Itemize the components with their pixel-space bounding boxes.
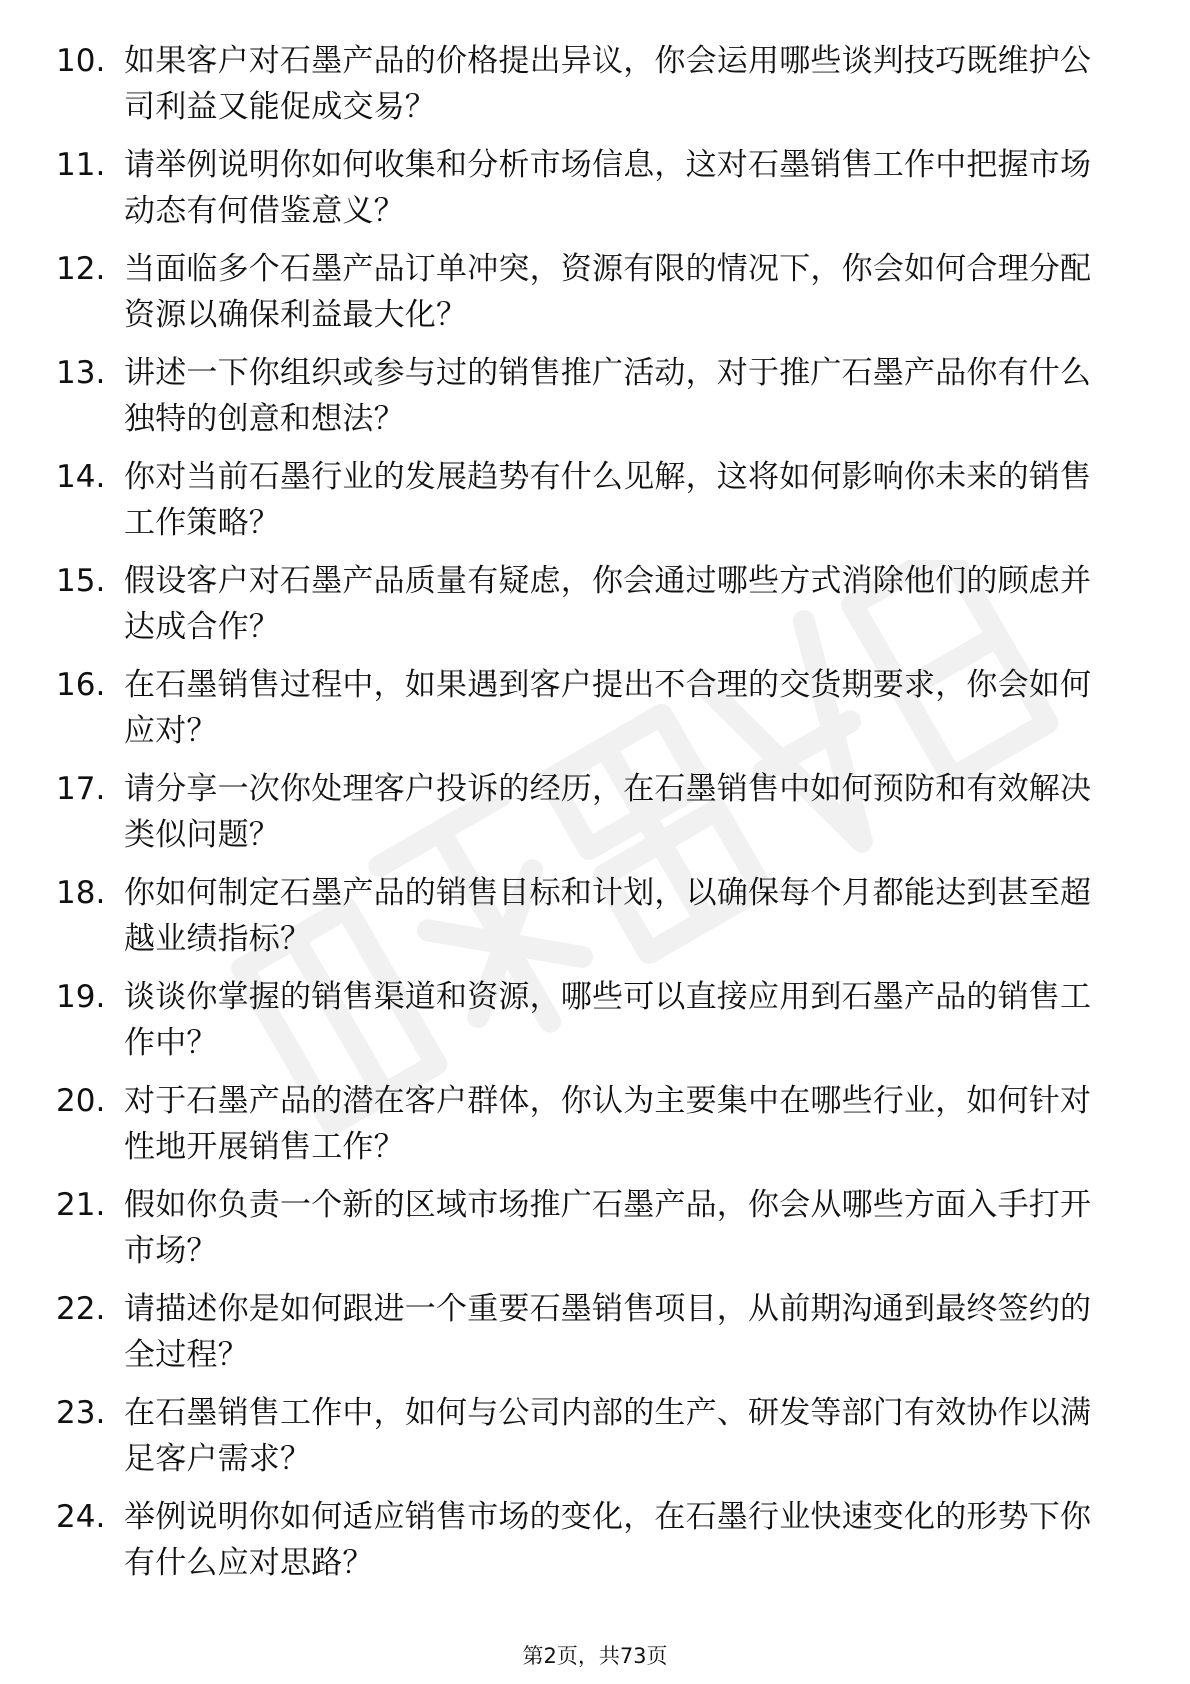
- question-list: [56, 38, 1116, 1598]
- question-text: 举例说明你如何适应销售市场的变化，在石墨行业快速变化的形势下你有什么应对思路？: [124, 1499, 1092, 1581]
- question-number: 10.: [56, 43, 106, 79]
- question-item: [56, 1494, 1116, 1598]
- question-text: 如果客户对石墨产品的价格提出异议，你会运用哪些谈判技巧既维护公司利益又能促成交易？: [124, 43, 1092, 125]
- question-number: 18.: [56, 875, 106, 911]
- question-text: 假如你负责一个新的区域市场推广石墨产品，你会从哪些方面入手打开市场？: [124, 1187, 1092, 1269]
- question-number: 24.: [56, 1499, 106, 1535]
- question-number: 14.: [56, 459, 106, 495]
- question-text: 假设客户对石墨产品质量有疑虑，你会通过哪些方式消除他们的顾虑并达成合作？: [124, 563, 1092, 645]
- question-number: 22.: [56, 1291, 106, 1327]
- question-number: 15.: [56, 563, 106, 599]
- question-text: 你如何制定石墨产品的销售目标和计划，以确保每个月都能达到甚至超越业绩指标？: [124, 875, 1092, 957]
- question-item: [56, 1286, 1116, 1390]
- question-text: 对于石墨产品的潜在客户群体，你认为主要集中在哪些行业，如何针对性地开展销售工作？: [124, 1083, 1092, 1165]
- question-number: 16.: [56, 667, 106, 703]
- question-text: 你对当前石墨行业的发展趋势有什么见解，这将如何影响你未来的销售工作策略？: [124, 459, 1092, 541]
- question-text: 讲述一下你组织或参与过的销售推广活动，对于推广石墨产品你有什么独特的创意和想法？: [124, 355, 1092, 437]
- question-item: [56, 662, 1116, 766]
- question-item: [56, 766, 1116, 870]
- question-number: 20.: [56, 1083, 106, 1119]
- question-text: 请举例说明你如何收集和分析市场信息，这对石墨销售工作中把握市场动态有何借鉴意义？: [124, 147, 1092, 229]
- question-text: 谈谈你掌握的销售渠道和资源，哪些可以直接应用到石墨产品的销售工作中？: [124, 979, 1092, 1061]
- question-item: [56, 558, 1116, 662]
- question-number: 17.: [56, 771, 106, 807]
- question-number: 12.: [56, 251, 106, 287]
- question-item: [56, 870, 1116, 974]
- question-number: 11.: [56, 147, 106, 183]
- question-item: [56, 1390, 1116, 1494]
- question-item: [56, 246, 1116, 350]
- question-number: 23.: [56, 1395, 106, 1431]
- question-item: [56, 1078, 1116, 1182]
- question-number: 21.: [56, 1187, 106, 1223]
- question-text: 在石墨销售过程中，如果遇到客户提出不合理的交货期要求，你会如何应对？: [124, 667, 1092, 749]
- question-text: 请描述你是如何跟进一个重要石墨销售项目，从前期沟通到最终签约的全过程？: [124, 1291, 1092, 1373]
- question-item: [56, 454, 1116, 558]
- question-item: [56, 38, 1116, 142]
- question-text: 请分享一次你处理客户投诉的经历，在石墨销售中如何预防和有效解决类似问题？: [124, 771, 1092, 853]
- question-item: [56, 1182, 1116, 1286]
- question-number: 19.: [56, 979, 106, 1015]
- question-item: [56, 350, 1116, 454]
- question-item: [56, 974, 1116, 1078]
- page-indicator: 第2页，共73页: [522, 1644, 668, 1668]
- question-text: 在石墨销售工作中，如何与公司内部的生产、研发等部门有效协作以满足客户需求？: [124, 1395, 1092, 1477]
- question-number: 13.: [56, 355, 106, 391]
- question-item: [56, 142, 1116, 246]
- question-text: 当面临多个石墨产品订单冲突，资源有限的情况下，你会如何合理分配资源以确保利益最大化？: [124, 251, 1092, 333]
